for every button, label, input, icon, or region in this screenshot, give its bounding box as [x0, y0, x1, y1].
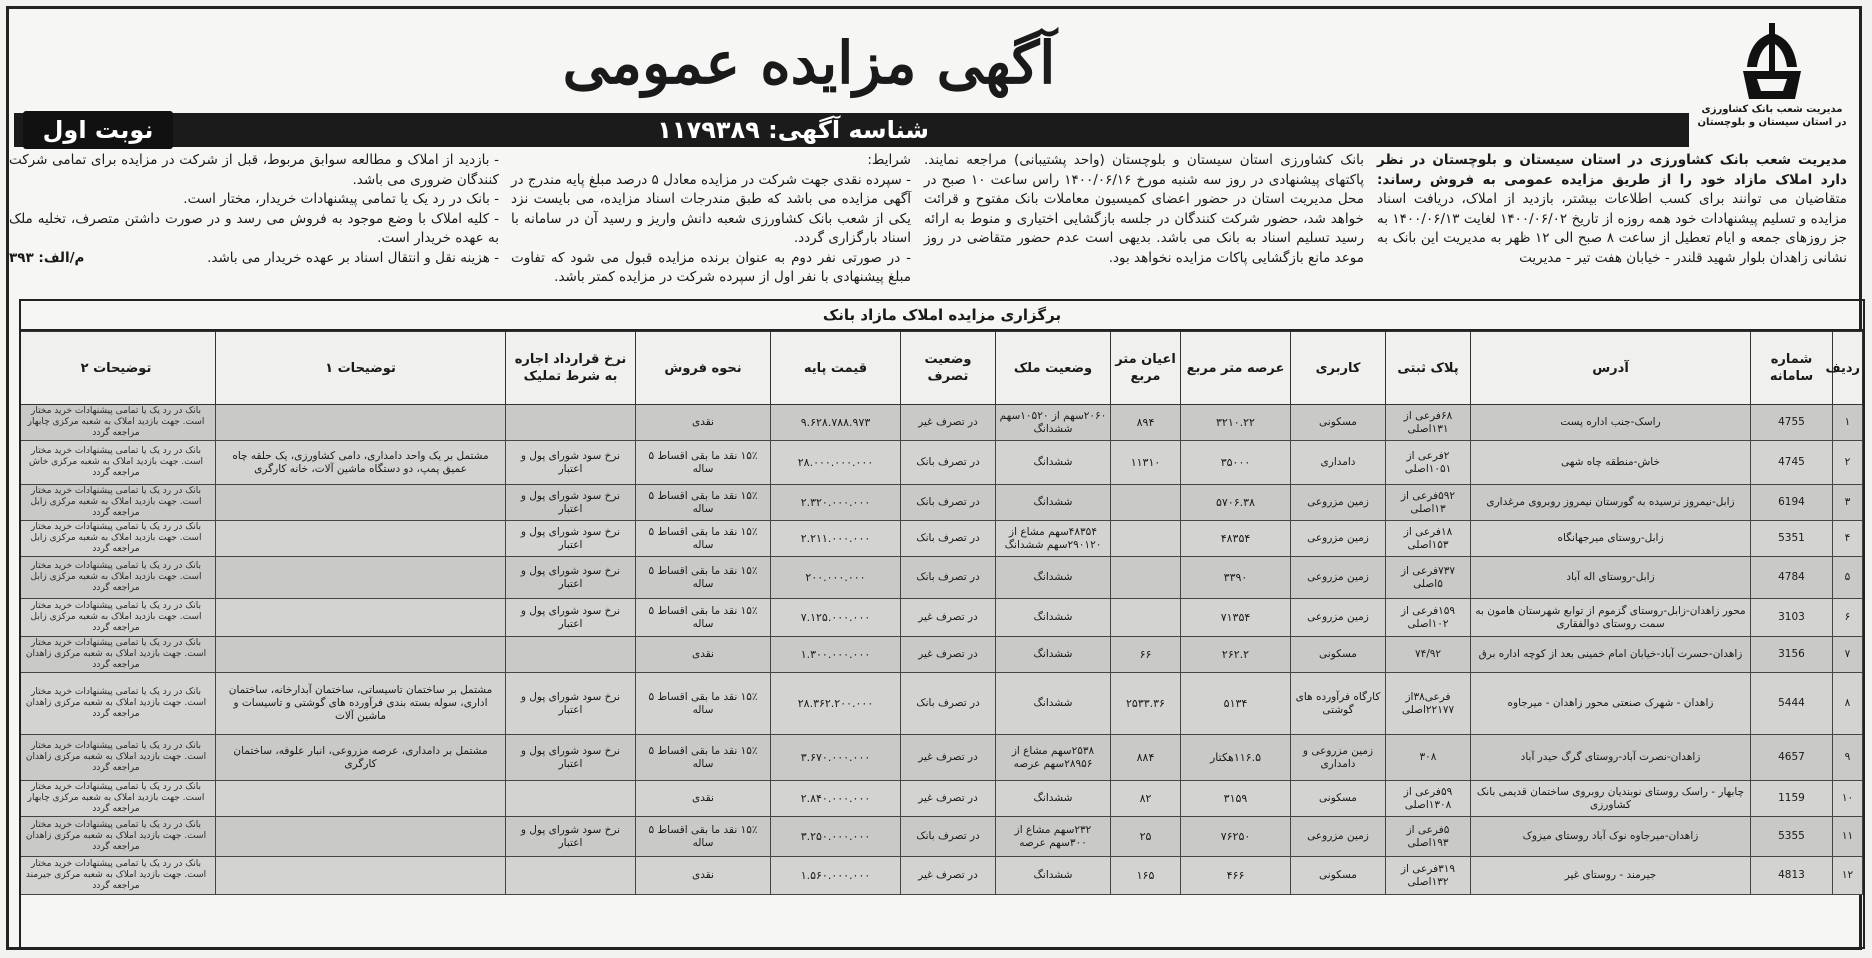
- address-cell: زاهدان - شهرک صنعتی محور زاهدان - میرجاوه: [1471, 673, 1751, 735]
- land-area-cell: ۴۶۶: [1181, 857, 1291, 895]
- building-area-cell: ۲۵۳۳.۳۶: [1111, 673, 1181, 735]
- conditions-heading: شرایط:: [867, 152, 911, 168]
- header-cell: وضعیت ملک: [996, 332, 1111, 405]
- base-price-cell: ۳.۲۵۰.۰۰۰.۰۰۰: [771, 817, 901, 857]
- description-1-cell: [216, 485, 506, 521]
- land-area-cell: ۳۲۱۰.۲۲: [1181, 405, 1291, 441]
- header-cell: توضیحات ۲: [19, 332, 216, 405]
- building-area-cell: [1111, 557, 1181, 599]
- base-price-cell: ۲۸.۰۰۰.۰۰۰.۰۰۰: [771, 441, 901, 485]
- land-area-cell: ۵۱۳۴: [1181, 673, 1291, 735]
- note-item: - هزینه نقل و انتقال اسناد بر عهده خریدار می باشد. م/الف: ۳۹۳: [9, 249, 499, 269]
- header-cell: کاربری: [1291, 332, 1386, 405]
- description-2-cell: بانک در رد یک یا تمامی پیشنهادات خرید مختار است. جهت بازدید املاک به شعبه مرکزی زابل مراجعه گردد: [19, 521, 216, 557]
- row-number-cell: ۸: [1833, 673, 1863, 735]
- lease-rate-cell: نرخ سود شورای پول و اعتبار: [506, 521, 636, 557]
- system-number-cell: 4813: [1751, 857, 1833, 895]
- registry-plate-cell: ۱۸فرعی از ۱۵۳اصلی: [1386, 521, 1471, 557]
- header-cell: قیمت پایه: [771, 332, 901, 405]
- possession-status-cell: در تصرف غیر: [901, 599, 996, 637]
- sale-method-cell: نقدی: [636, 405, 771, 441]
- system-number-cell: 6194: [1751, 485, 1833, 521]
- header-cell: وضعیت تصرف: [901, 332, 996, 405]
- property-status-cell: ششدانگ: [996, 857, 1111, 895]
- land-use-cell: مسکونی: [1291, 857, 1386, 895]
- wheat-logo-icon: [1735, 19, 1809, 103]
- base-price-cell: ۲.۳۲۰.۰۰۰.۰۰۰: [771, 485, 901, 521]
- table-row: [19, 817, 1863, 857]
- sale-method-cell: نقدی: [636, 857, 771, 895]
- row-number-cell: ۶: [1833, 599, 1863, 637]
- building-area-cell: [1111, 485, 1181, 521]
- description-1-cell: [216, 557, 506, 599]
- property-status-cell: ششدانگ: [996, 557, 1111, 599]
- description-2-cell: بانک در رد یک یا تمامی پیشنهادات خرید مختار است. جهت بازدید املاک به شعبه مرکزی زابل مراجعه گردد: [19, 557, 216, 599]
- row-number-cell: ۳: [1833, 485, 1863, 521]
- description-2-cell: بانک در رد یک یا تمامی پیشنهادات خرید مختار است. جهت بازدید املاک به شعبه مرکزی زاهدان مراجعه گردد: [19, 735, 216, 781]
- address-cell: زابل-روستای اله آباد: [1471, 557, 1751, 599]
- description-1-cell: [216, 637, 506, 673]
- lease-rate-cell: نرخ سود شورای پول و اعتبار: [506, 673, 636, 735]
- header-cell: نرخ قرارداد اجاره به شرط تملیک: [506, 332, 636, 405]
- land-use-cell: زمین مزروعی: [1291, 485, 1386, 521]
- system-number-cell: 5444: [1751, 673, 1833, 735]
- registry-plate-cell: ۳۰۸: [1386, 735, 1471, 781]
- round-badge: نوبت اول: [23, 111, 173, 149]
- description-2-cell: بانک در رد یک یا تمامی پیشنهادات خرید مختار است. جهت بازدید املاک به شعبه مرکزی چابهار مراجعه گردد: [19, 405, 216, 441]
- system-number-cell: 4657: [1751, 735, 1833, 781]
- base-price-cell: ۲.۲۱۱.۰۰۰.۰۰۰: [771, 521, 901, 557]
- property-status-cell: ۲۰۶۰سهم از ۱۰۵۲۰سهم ششدانگ: [996, 405, 1111, 441]
- conditions-column: [511, 151, 911, 288]
- base-price-cell: ۷.۱۲۵.۰۰۰.۰۰۰: [771, 599, 901, 637]
- possession-status-cell: در تصرف غیر: [901, 405, 996, 441]
- base-price-cell: ۱.۵۶۰.۰۰۰.۰۰۰: [771, 857, 901, 895]
- system-number-cell: 3156: [1751, 637, 1833, 673]
- row-number-cell: ۱۰: [1833, 781, 1863, 817]
- address-cell: محور زاهدان-زابل-روستای گزموم از توابع شهرستان هامون به سمت روستای دوالفقاری: [1471, 599, 1751, 637]
- base-price-cell: ۲.۸۴۰.۰۰۰.۰۰۰: [771, 781, 901, 817]
- building-area-cell: ۸۹۴: [1111, 405, 1181, 441]
- notes-column: [9, 151, 499, 268]
- sale-method-cell: ۱۵٪ نقد ما بقی اقساط ۵ ساله: [636, 599, 771, 637]
- sale-method-cell: ۱۵٪ نقد ما بقی اقساط ۵ ساله: [636, 557, 771, 599]
- land-area-cell: ۴۸۳۵۴: [1181, 521, 1291, 557]
- possession-status-cell: در تصرف غیر: [901, 735, 996, 781]
- land-use-cell: مسکونی: [1291, 405, 1386, 441]
- address-cell: زاهدان-میرجاوه نوک آباد روستای میزوک: [1471, 817, 1751, 857]
- intro-body: متقاضیان می توانند برای کسب اطلاعات بیشتر، بازدید از املاک، دریافت اسناد مزایده و تسلیم پیشنهادات خود همه روزه از تاریخ ۱۴۰۰/۰۶/۰۲ لغایت ۱۴۰۰/۰۶/۱۳ به جز روزهای جمعه و ایام تعطیل از ساعت ۸ صبح الی ۱۲ ظهر به مدیریت این بانک به نشانی زاهدان بلوار شهید قلندر - خیابان هفت تیر - مدیریت: [1377, 191, 1847, 266]
- address-cell: زابل-نیمروز نرسیده به گورستان نیمروز روبروی مرغداری: [1471, 485, 1751, 521]
- lease-rate-cell: [506, 857, 636, 895]
- registry-plate-cell: ۳۱۹فرعی از ۱۳۲اصلی: [1386, 857, 1471, 895]
- header-cell: پلاک ثبتی: [1386, 332, 1471, 405]
- registry-plate-cell: فرعی۳۸از ۲۲۱۷۷اصلی: [1386, 673, 1471, 735]
- header-cell: اعیان متر مربع: [1111, 332, 1181, 405]
- address-cell: زاهدان-حسرت آباد-خیابان امام خمینی بعد از کوچه اداره برق: [1471, 637, 1751, 673]
- description-1-cell: مشتمل بر دامداری، عرصه مزروعی، انبار علوفه، ساختمان کارگری: [216, 735, 506, 781]
- lease-rate-cell: [506, 781, 636, 817]
- note-item: - بازدید از املاک و مطالعه سوابق مربوط، قبل از شرکت در مزایده برای تمامی شرکت کنندگان ضروری می باشد.: [9, 152, 499, 188]
- note-item: - کلیه املاک با وضع موجود به فروش می رسد و در صورت داشتن متصرف، تخلیه ملک به عهده خریدار است.: [9, 210, 499, 246]
- land-area-cell: ۱۱۶.۵هکتار: [1181, 735, 1291, 781]
- table-header-row: [19, 332, 1863, 405]
- description-2-cell: بانک در رد یک یا تمامی پیشنهادات خرید مختار است. جهت بازدید املاک به شعبه مرکزی خاش مراجعه گردد: [19, 441, 216, 485]
- description-2-cell: بانک در رد یک یا تمامی پیشنهادات خرید مختار است. جهت بازدید املاک به شعبه مرکزی چابهار مراجعه گردد: [19, 781, 216, 817]
- land-use-cell: مسکونی: [1291, 637, 1386, 673]
- reference-number: م/الف: ۳۹۳: [9, 249, 85, 266]
- building-area-cell: ۱۱۳۱۰: [1111, 441, 1181, 485]
- description-1-cell: [216, 857, 506, 895]
- sale-method-cell: نقدی: [636, 781, 771, 817]
- bank-logo: [1697, 19, 1847, 147]
- ad-id: شناسه آگهی: ۱۱۷۹۳۸۹: [657, 116, 929, 144]
- description-2-cell: بانک در رد یک یا تمامی پیشنهادات خرید مختار است. جهت بازدید املاک به شعبه مرکزی زاهدان مراجعه گردد: [19, 673, 216, 735]
- base-price-cell: ۳.۶۷۰.۰۰۰.۰۰۰: [771, 735, 901, 781]
- header-cell: آدرس: [1471, 332, 1751, 405]
- land-use-cell: زمین مزروعی: [1291, 817, 1386, 857]
- description-1-cell: [216, 521, 506, 557]
- system-number-cell: 4755: [1751, 405, 1833, 441]
- row-number-cell: ۴: [1833, 521, 1863, 557]
- lease-rate-cell: [506, 637, 636, 673]
- description-2-cell: بانک در رد یک یا تمامی پیشنهادات خرید مختار است. جهت بازدید املاک به شعبه مرکزی زابل مراجعه گردد: [19, 485, 216, 521]
- address-cell: خاش-منطقه چاه شهی: [1471, 441, 1751, 485]
- header-cell: توضیحات ۱: [216, 332, 506, 405]
- property-table: [19, 299, 1865, 949]
- logo-caption: مدیریت شعب بانک کشاورزی در استان سیستان و بلوچستان: [1697, 104, 1847, 128]
- building-area-cell: [1111, 521, 1181, 557]
- building-area-cell: [1111, 599, 1181, 637]
- table-row: [19, 735, 1863, 781]
- intro-lead: مدیریت شعب بانک کشاورزی در استان سیستان و بلوچستان در نظر دارد املاک مازاد خود را از طریق مزایده عمومی به فروش رساند:: [1377, 152, 1847, 188]
- table-row: [19, 557, 1863, 599]
- system-number-cell: 4745: [1751, 441, 1833, 485]
- registry-plate-cell: ۱۵۹فرعی از ۱۰۲اصلی: [1386, 599, 1471, 637]
- property-status-cell: ۴۸۳۵۴سهم مشاع از ۲۹۰۱۲۰سهم ششدانگ: [996, 521, 1111, 557]
- land-use-cell: زمین مزروعی و دامداری: [1291, 735, 1386, 781]
- property-status-cell: ۲۵۳۸سهم مشاع از ۲۸۹۵۶سهم عرصه: [996, 735, 1111, 781]
- building-area-cell: ۲۵: [1111, 817, 1181, 857]
- land-area-cell: ۲۶۲.۲: [1181, 637, 1291, 673]
- lease-rate-cell: نرخ سود شورای پول و اعتبار: [506, 485, 636, 521]
- registry-plate-cell: ۷۴/۹۲: [1386, 637, 1471, 673]
- sale-method-cell: ۱۵٪ نقد ما بقی اقساط ۵ ساله: [636, 673, 771, 735]
- condition-item: - در صورتی نفر دوم به عنوان برنده مزایده قبول می شود که تفاوت مبلغ پیشنهادی با نفر اول از سپرده شرکت در مزایده کمتر باشد.: [511, 249, 911, 285]
- description-1-cell: [216, 817, 506, 857]
- registry-plate-cell: ۶۸فرعی از ۱۳۱اصلی: [1386, 405, 1471, 441]
- system-number-cell: 5355: [1751, 817, 1833, 857]
- address-cell: زابل-روستای میرجهانگاه: [1471, 521, 1751, 557]
- auction-notice: [6, 6, 1862, 950]
- note-item: - بانک در رد یک یا تمامی پیشنهادات خریدار، مختار است.: [183, 191, 499, 207]
- property-status-cell: ششدانگ: [996, 781, 1111, 817]
- sale-method-cell: نقدی: [636, 637, 771, 673]
- possession-status-cell: در تصرف بانک: [901, 557, 996, 599]
- row-number-cell: ۱۱: [1833, 817, 1863, 857]
- system-number-cell: 4784: [1751, 557, 1833, 599]
- building-area-cell: ۶۶: [1111, 637, 1181, 673]
- lease-rate-cell: نرخ سود شورای پول و اعتبار: [506, 557, 636, 599]
- table-row: [19, 405, 1863, 441]
- registry-plate-cell: ۵۹فرعی از ۱۳۰۸اصلی: [1386, 781, 1471, 817]
- address-cell: راسک-جنب اداره پست: [1471, 405, 1751, 441]
- base-price-cell: ۹.۶۲۸.۷۸۸.۹۷۳: [771, 405, 901, 441]
- land-use-cell: زمین مزروعی: [1291, 599, 1386, 637]
- sale-method-cell: ۱۵٪ نقد ما بقی اقساط ۵ ساله: [636, 817, 771, 857]
- address-cell: جیرمند - روستای غیر: [1471, 857, 1751, 895]
- sale-method-cell: ۱۵٪ نقد ما بقی اقساط ۵ ساله: [636, 735, 771, 781]
- building-area-cell: ۸۸۴: [1111, 735, 1181, 781]
- land-area-cell: ۷۱۳۵۴: [1181, 599, 1291, 637]
- land-use-cell: زمین مزروعی: [1291, 557, 1386, 599]
- table-row: [19, 521, 1863, 557]
- property-status-cell: ششدانگ: [996, 637, 1111, 673]
- land-area-cell: ۳۳۹۰: [1181, 557, 1291, 599]
- lease-rate-cell: نرخ سود شورای پول و اعتبار: [506, 441, 636, 485]
- opening-column: بانک کشاورزی استان سیستان و بلوچستان (واحد پشتیبانی) مراجعه نمایند. پاکتهای پیشنهادی در روز سه شنبه مورخ ۱۴۰۰/۰۶/۱۶ راس ساعت ۱۰ صبح در محل مدیریت استان در حضور اعضای کمیسیون معاملات بانک مفتوح و قرائت خواهد شد، حضور شرکت کنندگان در جلسه بازگشایی اختیاری و منوط به ارائه رسید تسلیم اسناد به بانک می باشد. بدیهی است عدم حضور متقاضی در روز موعد مانع بازگشایی پاکات مزایده نخواهد بود.: [924, 152, 1364, 266]
- row-number-cell: ۹: [1833, 735, 1863, 781]
- intro-column: [1377, 151, 1847, 268]
- row-number-cell: ۲: [1833, 441, 1863, 485]
- land-use-cell: دامداری: [1291, 441, 1386, 485]
- possession-status-cell: در تصرف غیر: [901, 781, 996, 817]
- condition-item: - سپرده نقدی جهت شرکت در مزایده معادل ۵ درصد مبلغ پایه مندرج در آگهی مزایده می باشد که طبق مندرجات اسناد مزایده، می بایست نزد یکی از شعب بانک کشاورزی شعبه دانش واریز و رسید آن در سامانه با اسناد بارگزاری گردد.: [511, 171, 911, 246]
- possession-status-cell: در تصرف غیر: [901, 637, 996, 673]
- possession-status-cell: در تصرف بانک: [901, 521, 996, 557]
- sale-method-cell: ۱۵٪ نقد ما بقی اقساط ۵ ساله: [636, 441, 771, 485]
- table-body: [19, 405, 1863, 895]
- possession-status-cell: در تصرف بانک: [901, 485, 996, 521]
- land-use-cell: کارگاه فرآورده های گوشتی: [1291, 673, 1386, 735]
- system-number-cell: 5351: [1751, 521, 1833, 557]
- property-status-cell: ۲۳۲سهم مشاع از ۳۰۰سهم عرصه: [996, 817, 1111, 857]
- property-status-cell: ششدانگ: [996, 441, 1111, 485]
- description-1-cell: [216, 781, 506, 817]
- description-2-cell: بانک در رد یک یا تمامی پیشنهادات خرید مختار است. جهت بازدید املاک به شعبه مرکزی جیرمند مراجعه گردد: [19, 857, 216, 895]
- registry-plate-cell: ۵۹۲فرعی از ۱۳اصلی: [1386, 485, 1471, 521]
- land-area-cell: ۳۵۰۰۰: [1181, 441, 1291, 485]
- description-1-cell: مشتمل بر یک واحد دامداری، دامی کشاورزی، یک حلقه چاه عمیق پمپ، دو دستگاه ماشین آلات، خانه کارگری: [216, 441, 506, 485]
- header-cell: عرصه متر مربع: [1181, 332, 1291, 405]
- registry-plate-cell: ۷۳۷فرعی از ۵اصلی: [1386, 557, 1471, 599]
- base-price-cell: ۲۸.۳۶۲.۲۰۰.۰۰۰: [771, 673, 901, 735]
- table-row: [19, 857, 1863, 895]
- table-row: [19, 485, 1863, 521]
- possession-status-cell: در تصرف بانک: [901, 441, 996, 485]
- header-cell: نحوه فروش: [636, 332, 771, 405]
- description-1-cell: [216, 405, 506, 441]
- lease-rate-cell: نرخ سود شورای پول و اعتبار: [506, 817, 636, 857]
- possession-status-cell: در تصرف غیر: [901, 857, 996, 895]
- lease-rate-cell: [506, 405, 636, 441]
- table-row: [19, 781, 1863, 817]
- ad-id-bar: [14, 113, 1689, 147]
- possession-status-cell: در تصرف بانک: [901, 817, 996, 857]
- system-number-cell: 3103: [1751, 599, 1833, 637]
- address-cell: چابهار - راسک روستای نوبندیان روبروی ساختمان قدیمی بانک کشاورزی: [1471, 781, 1751, 817]
- lease-rate-cell: نرخ سود شورای پول و اعتبار: [506, 735, 636, 781]
- lease-rate-cell: نرخ سود شورای پول و اعتبار: [506, 599, 636, 637]
- sale-method-cell: ۱۵٪ نقد ما بقی اقساط ۵ ساله: [636, 521, 771, 557]
- header-cell: ردیف: [1833, 332, 1863, 405]
- sale-method-cell: ۱۵٪ نقد ما بقی اقساط ۵ ساله: [636, 485, 771, 521]
- table-row: [19, 637, 1863, 673]
- system-number-cell: 1159: [1751, 781, 1833, 817]
- land-use-cell: زمین مزروعی: [1291, 521, 1386, 557]
- property-status-cell: ششدانگ: [996, 485, 1111, 521]
- land-area-cell: ۵۷۰۶.۳۸: [1181, 485, 1291, 521]
- header-cell: شماره سامانه: [1751, 332, 1833, 405]
- property-status-cell: ششدانگ: [996, 673, 1111, 735]
- description-2-cell: بانک در رد یک یا تمامی پیشنهادات خرید مختار است. جهت بازدید املاک به شعبه مرکزی زاهدان مراجعه گردد: [19, 817, 216, 857]
- property-grid: [19, 331, 1863, 895]
- table-row: [19, 441, 1863, 485]
- description-1-cell: [216, 599, 506, 637]
- base-price-cell: ۲۰۰.۰۰۰.۰۰۰: [771, 557, 901, 599]
- land-area-cell: ۳۱۵۹: [1181, 781, 1291, 817]
- row-number-cell: ۷: [1833, 637, 1863, 673]
- table-row: [19, 673, 1863, 735]
- registry-plate-cell: ۵فرعی از ۱۹۳اصلی: [1386, 817, 1471, 857]
- land-use-cell: مسکونی: [1291, 781, 1386, 817]
- page-title: آگهی مزایده عمومی: [562, 29, 1056, 97]
- land-area-cell: ۷۶۲۵۰: [1181, 817, 1291, 857]
- property-status-cell: ششدانگ: [996, 599, 1111, 637]
- row-number-cell: ۱۲: [1833, 857, 1863, 895]
- row-number-cell: ۵: [1833, 557, 1863, 599]
- row-number-cell: ۱: [1833, 405, 1863, 441]
- description-2-cell: بانک در رد یک یا تمامی پیشنهادات خرید مختار است. جهت بازدید املاک به شعبه مرکزی زابل مراجعه گردد: [19, 599, 216, 637]
- registry-plate-cell: ۲فرعی از ۱۰۵۱اصلی: [1386, 441, 1471, 485]
- description-1-cell: مشتمل بر ساختمان تاسیساتی، ساختمان آبدارخانه، ساختمان اداری، سوله بسته بندی فرآورده های گوشتی و تاسیسات و ماشین آلات: [216, 673, 506, 735]
- base-price-cell: ۱.۳۰۰.۰۰۰.۰۰۰: [771, 637, 901, 673]
- table-caption: برگزاری مزایده املاک مازاد بانک: [21, 301, 1863, 331]
- building-area-cell: ۱۶۵: [1111, 857, 1181, 895]
- description-2-cell: بانک در رد یک یا تمامی پیشنهادات خرید مختار است. جهت بازدید املاک به شعبه مرکزی زاهدان مراجعه گردد: [19, 637, 216, 673]
- address-cell: زاهدان-نصرت آباد-روستای گرگ حیدر آباد: [1471, 735, 1751, 781]
- table-row: [19, 599, 1863, 637]
- building-area-cell: ۸۲: [1111, 781, 1181, 817]
- possession-status-cell: در تصرف بانک: [901, 673, 996, 735]
